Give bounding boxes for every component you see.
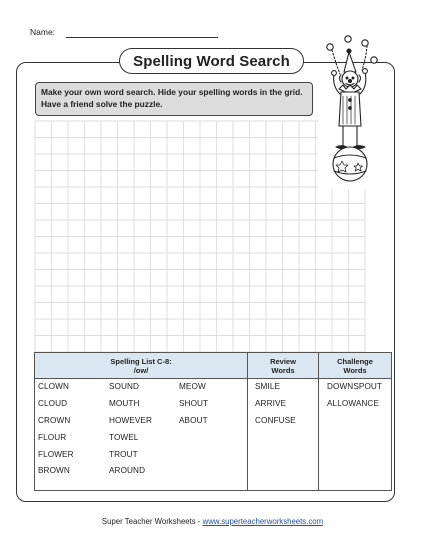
instructions-box: Make your own word search. Hide your spelling words in the grid. Have a friend solve the puzzle. [35,82,313,116]
list-word: MOUTH [109,399,140,408]
list-word: BROWN [38,466,70,475]
clown-juggler-illustration [310,34,390,182]
review-word: CONFUSE [255,416,296,425]
list-word: SOUND [109,382,140,391]
list-word: ABOUT [179,416,208,425]
review-word: SMILE [255,382,281,391]
review-header-line1: Review [270,356,296,366]
challenge-header-line2: Words [343,365,367,375]
challenge-word: DOWNSPOUT [327,382,383,391]
list-word: FLOWER [38,450,74,459]
column-divider [318,353,319,490]
footer [0,517,425,526]
worksheet-title: Spelling Word Search [119,48,304,74]
list-word: TOWEL [109,433,139,442]
list-word: TROUT [109,450,138,459]
list-word: AROUND [109,466,146,475]
footer-text: Super Teacher Worksheets - [101,517,203,526]
challenge-header [319,353,391,379]
list-word: HOWEVER [109,416,153,425]
list-word: MEOW [179,382,206,391]
spelling-list-header [35,353,247,379]
spelling-list-title: Spelling List C-8: [110,356,172,366]
review-header-line2: Words [271,365,295,375]
name-label: Name: [30,27,56,37]
list-word: CLOWN [38,382,69,391]
list-word: CROWN [38,416,71,425]
challenge-word: ALLOWANCE [327,399,380,408]
spelling-word-table [34,352,392,491]
review-header [248,353,318,379]
footer-link[interactable]: www.superteacherworksheets.com [202,517,324,526]
spelling-list-pattern: /ow/ [133,365,149,375]
list-word: SHOUT [179,399,209,408]
name-line[interactable] [66,37,218,38]
review-word: ARRIVE [255,399,287,408]
column-divider [247,353,248,490]
challenge-header-line1: Challenge [337,356,373,366]
list-word: FLOUR [38,433,67,442]
list-word: CLOUD [38,399,68,408]
